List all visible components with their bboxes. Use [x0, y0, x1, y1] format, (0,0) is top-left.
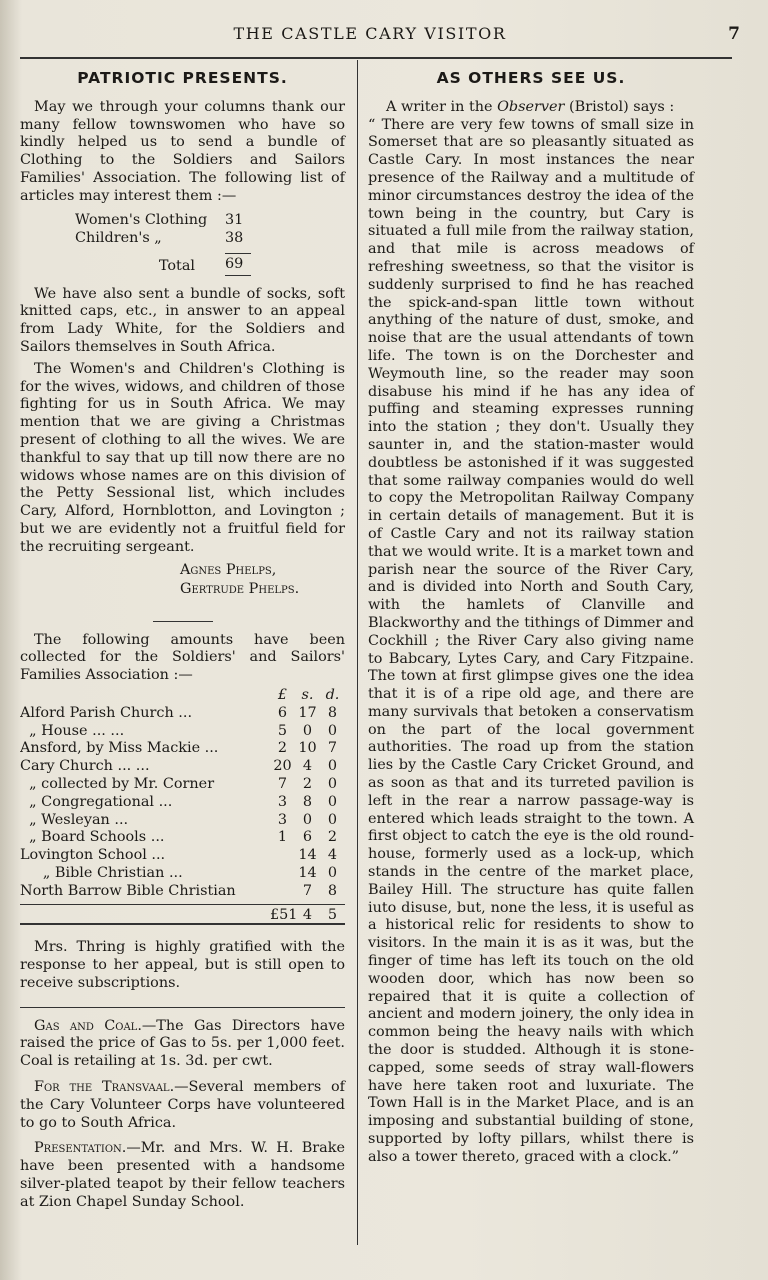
- amount-shillings: 4: [302, 758, 313, 775]
- amount-shillings: 6: [302, 829, 313, 846]
- total-shillings: 4: [302, 907, 313, 924]
- signature-name: Agnes Phelps,: [180, 561, 277, 578]
- amount-label: „ collected by Mr. Corner: [20, 775, 215, 792]
- amount-shillings: 8: [302, 793, 313, 810]
- amount-row: [20, 865, 345, 883]
- amounts-intro: The following amounts have been collected for the Soldiers' and Sailors' Families Association :—: [20, 631, 345, 684]
- clothing-value: 31: [225, 211, 244, 228]
- shillings-header: s.: [301, 686, 314, 703]
- amount-label: „ House ... ...: [20, 722, 125, 739]
- source-suffix: (Bristol) says :: [564, 98, 675, 115]
- amount-label: „ Wesleyan ...: [20, 811, 129, 828]
- amounts-table: [20, 687, 345, 925]
- amount-pence: 0: [327, 758, 338, 775]
- amount-pounds: 20: [273, 758, 292, 775]
- patriotic-presents-heading: PATRIOTIC PRESENTS.: [77, 69, 288, 87]
- amount-shillings: 14: [298, 864, 317, 881]
- amount-row: [20, 758, 345, 776]
- page-number: 7: [728, 24, 740, 44]
- amount-row: [20, 740, 345, 758]
- right-column: [368, 68, 694, 1167]
- clothing-value: 38: [225, 229, 244, 246]
- amount-shillings: 0: [302, 722, 313, 739]
- clothing-purpose-paragraph: The Women's and Children's Clothing is for the wives, widows, and children of those fighting for us in South Africa. We may mention that we are giving a Christmas present of clothing to all the wives. We are thankful to say that up till now there are no widows whose names are on this division of the Petty Sessional list, which includes Cary, Alford, Hornblotton, and Lovington ; but we are evidently not a fruitful field for the recruiting sergeant.: [20, 360, 345, 555]
- amount-label: Ansford, by Miss Mackie ...: [20, 740, 219, 757]
- amount-row: [20, 883, 345, 901]
- transvaal-text: —Several members of the Cary Volunteer Corps have volunteered to go to South Africa.: [20, 1079, 345, 1131]
- presentation-text: —Mr. and Mrs. W. H. Brake have been presented with a handsome silver-plated teapot by their fellow teachers at Zion Chapel Sunday School.: [20, 1140, 345, 1210]
- header-rule: [20, 57, 732, 59]
- gas-coal-paragraph: [20, 1018, 345, 1071]
- amount-label: North Barrow Bible Christian: [20, 882, 236, 899]
- amounts-header-row: [20, 687, 345, 705]
- clothing-list: [75, 212, 345, 276]
- amounts-total-row: [20, 904, 345, 925]
- amount-pence: 0: [327, 793, 338, 810]
- clothing-label: Children's „: [75, 229, 162, 246]
- section-rule: [20, 1007, 345, 1008]
- pounds-header: £: [277, 686, 288, 703]
- amount-row: [20, 829, 345, 847]
- publication-title: THE CASTLE CARY VISITOR: [233, 24, 507, 43]
- amount-pounds: 1: [277, 829, 288, 846]
- amount-pounds: 3: [277, 793, 288, 810]
- amount-pounds: [270, 883, 295, 901]
- amount-row: [20, 847, 345, 865]
- amount-row: [20, 705, 345, 723]
- source-prefix: A writer in the: [386, 98, 498, 115]
- amount-pence: 8: [327, 704, 338, 721]
- amount-pounds: 6: [277, 704, 288, 721]
- gas-coal-title: Gas and Coal.: [34, 1017, 142, 1034]
- total-pence: 5: [327, 907, 338, 924]
- amount-shillings: 17: [298, 704, 317, 721]
- socks-paragraph: We have also sent a bundle of socks, soft knitted caps, etc., in answer to an appeal from Lady White, for the Soldiers and Sailors themselves in South Africa.: [20, 285, 345, 355]
- clothing-label: Women's Clothing: [75, 211, 208, 228]
- amount-row: [20, 812, 345, 830]
- amount-pounds: 3: [277, 811, 288, 828]
- signature-name: Gertrude Phelps.: [180, 580, 300, 597]
- amount-row: [20, 776, 345, 794]
- amount-pence: 2: [327, 829, 338, 846]
- amount-pounds: [270, 865, 295, 883]
- amount-label: „ Bible Christian ...: [20, 864, 183, 881]
- clothing-row: [75, 230, 345, 248]
- amount-pence: 7: [327, 740, 338, 757]
- amount-pounds: [270, 847, 295, 865]
- intro-paragraph: May we through your columns thank our many fellow townswomen who have so kindly helped us to send a bundle of Clothing to the Soldiers and Sailors Families' Association. The following list of articles may interest them :—: [20, 98, 345, 204]
- clothing-total-value: 69: [225, 253, 251, 276]
- clothing-total-row: [75, 248, 345, 276]
- transvaal-title: For the Transvaal.: [34, 1079, 175, 1096]
- amount-pence: 8: [327, 882, 338, 899]
- article-body: “ There are very few towns of small size in Somerset that are so pleasantly situated as Castle Cary. In most instances the near presence of the Railway and a multitude of minor circumstances destroy the idea of the town being in the country, but Cary is situated a full mile from the railway station, and that mile is across meadows of refreshing sweetness, so that the visitor is suddenly surprised to find he has reached the spick-and-span little town without anything of the nature of dust, smoke, and noise that are the usual attendants of town life. The town is on the Dorchester and Weymouth line, so the reader may soon disabuse his mind if he has any idea of puffing and steaming expresses running into the station ; they don't. Usually they saunter in, and the station-master would doubtless be astonished if it was suggested that some railway companies would do well to copy the Metropolitan Railway Company in certain details of management. But it is of Castle Cary and not its railway station that we would write. It is a market town and parish near the source of the River Cary, and is divided into North and South Cary, with the hamlets of Clanville and Blackworthy and the tithings of Dimmer and Cockhill ; the River Cary also giving name to Babcary, Lytes Cary, and Cary Fitzpaine. The town at first glimpse gives one the idea that it is of a ripe old age, and there are many survivals that betoken a conservatism on the part of the local government authorities. The road up from the station lies by the Castle Cary Cricket Ground, and as soon as that and its turreted pavilion is left in the rear a narrow passage-way is entered which leads straight to the town. A first object to catch the eye is the old round-house, formerly used as a lock-up, which stands in the centre of the market place, Bailey Hill. The structure has quite fallen iuto disuse, but, none the less, it is useful as a historical relic for residents to show to visitors. In the main it is as it was, but the finger of time has left its touch on the old wooden door, which has now been so repaired that it is quite a collection of ancient and modern joinery, the only idea in common being the heavy nails with which the door is studded. Although it is stone-capped, some seeds of stray wall-flowers have here taken root and luxuriate. The Town Hall is in the Market Place, and is an imposing and substantial building of stone, supported by lofty pillars, whilst there is also a tower thereto, graced with a clock.”: [368, 116, 694, 1165]
- transvaal-paragraph: [20, 1079, 345, 1132]
- amount-pence: 4: [327, 847, 338, 864]
- total-pounds: £51: [270, 907, 298, 924]
- page-header: [20, 20, 748, 52]
- source-name: Observer: [497, 98, 565, 115]
- thring-paragraph: Mrs. Thring is highly gratified with the response to her appeal, but is still open to receive subscriptions.: [20, 939, 345, 991]
- amount-shillings: 14: [298, 847, 317, 864]
- amount-pounds: 5: [277, 722, 288, 739]
- amount-pence: 0: [327, 811, 338, 828]
- amount-pence: 0: [327, 864, 338, 881]
- presentation-paragraph: [20, 1140, 345, 1211]
- amount-label: „ Congregational ...: [20, 793, 173, 810]
- amount-shillings: 0: [302, 811, 313, 828]
- clothing-row: [75, 212, 345, 230]
- amount-pence: 0: [327, 722, 338, 739]
- clothing-total-label: Total: [158, 257, 195, 274]
- amount-label: Cary Church ... ...: [20, 758, 150, 775]
- presentation-title: Presentation.: [34, 1140, 127, 1157]
- left-column: [20, 68, 345, 1212]
- amount-pence: 0: [327, 775, 338, 792]
- signatures: [180, 561, 345, 599]
- amount-row: [20, 723, 345, 741]
- amount-shillings: 7: [302, 882, 313, 899]
- as-others-see-us-heading: AS OTHERS SEE US.: [436, 69, 626, 87]
- amount-shillings: 10: [298, 740, 317, 757]
- amount-label: Alford Parish Church ...: [20, 704, 193, 721]
- source-line: [368, 99, 694, 117]
- amount-shillings: 2: [302, 775, 313, 792]
- amount-label: Lovington School ...: [20, 847, 166, 864]
- pence-header: d.: [325, 686, 340, 703]
- section-rule: [153, 621, 213, 622]
- amount-pounds: 7: [277, 775, 288, 792]
- gas-coal-text: —The Gas Directors have raised the price of Gas to 5s. per 1,000 feet. Coal is retailing at 1s. 3d. per cwt.: [20, 1017, 345, 1070]
- amount-row: [20, 794, 345, 812]
- amount-label: „ Board Schools ...: [20, 829, 165, 846]
- column-divider: [357, 60, 358, 1245]
- amount-pounds: 2: [277, 740, 288, 757]
